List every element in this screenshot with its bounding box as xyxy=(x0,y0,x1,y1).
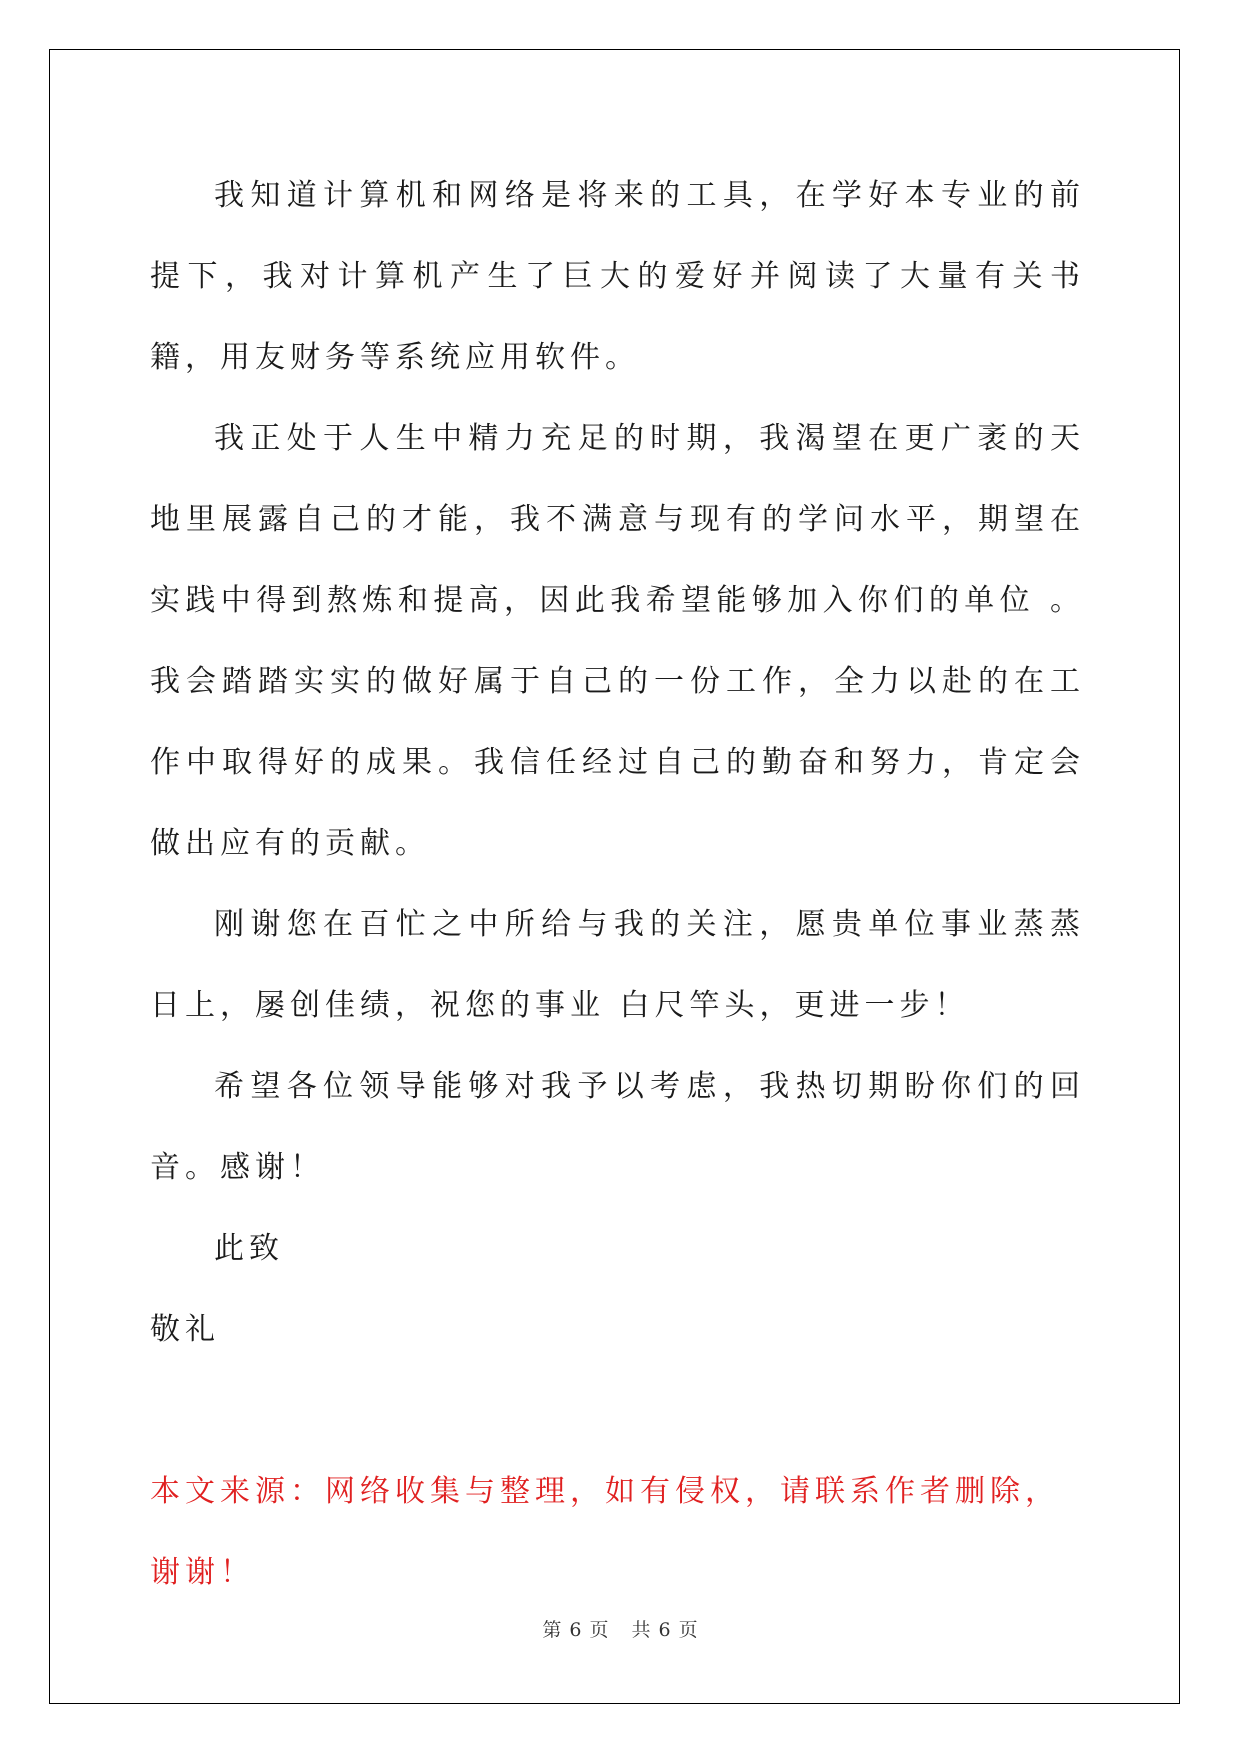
page-number: 第 6 页 xyxy=(542,1619,610,1641)
salutation-cizhi: 此致 xyxy=(214,1231,284,1266)
letter-body xyxy=(150,155,1085,1613)
paragraph-thanks: 刚谢您在百忙之中所给与我的关注，愿贵单位事业蒸蒸日上，屡创佳绩，祝您的事业 白尺竿头，更进一步！ xyxy=(150,907,1085,1023)
paragraph-aspiration: 我正处于人生中精力充足的时期，我渴望在更广袤的天地里展露自己的才能，我不满意与现有的学问水平，期望在实践中得到熬炼和提高，因此我希望能够加入你们的单位 。我会踏踏实实的做好属于自己的一份工作，全力以赴的在工作中取得好的成果。我信任经过自己的勤奋和努力，肯定会做出应有的贡献。 xyxy=(150,421,1085,861)
page-total: 共 6 页 xyxy=(631,1619,699,1641)
paragraph-computer-skills: 我知道计算机和网络是将来的工具，在学好本专业的前提下，我对计算机产生了巨大的爱好并阅读了大量有关书籍，用友财务等系统应用软件。 xyxy=(150,178,1085,375)
paragraph-request: 希望各位领导能够对我予以考虑，我热切期盼你们的回音。感谢！ xyxy=(150,1069,1085,1185)
source-disclaimer: 本文来源：网络收集与整理，如有侵权，请联系作者删除，谢谢！ xyxy=(150,1474,1060,1590)
closing-jingli: 敬礼 xyxy=(150,1312,220,1347)
page-footer xyxy=(0,1615,1241,1642)
